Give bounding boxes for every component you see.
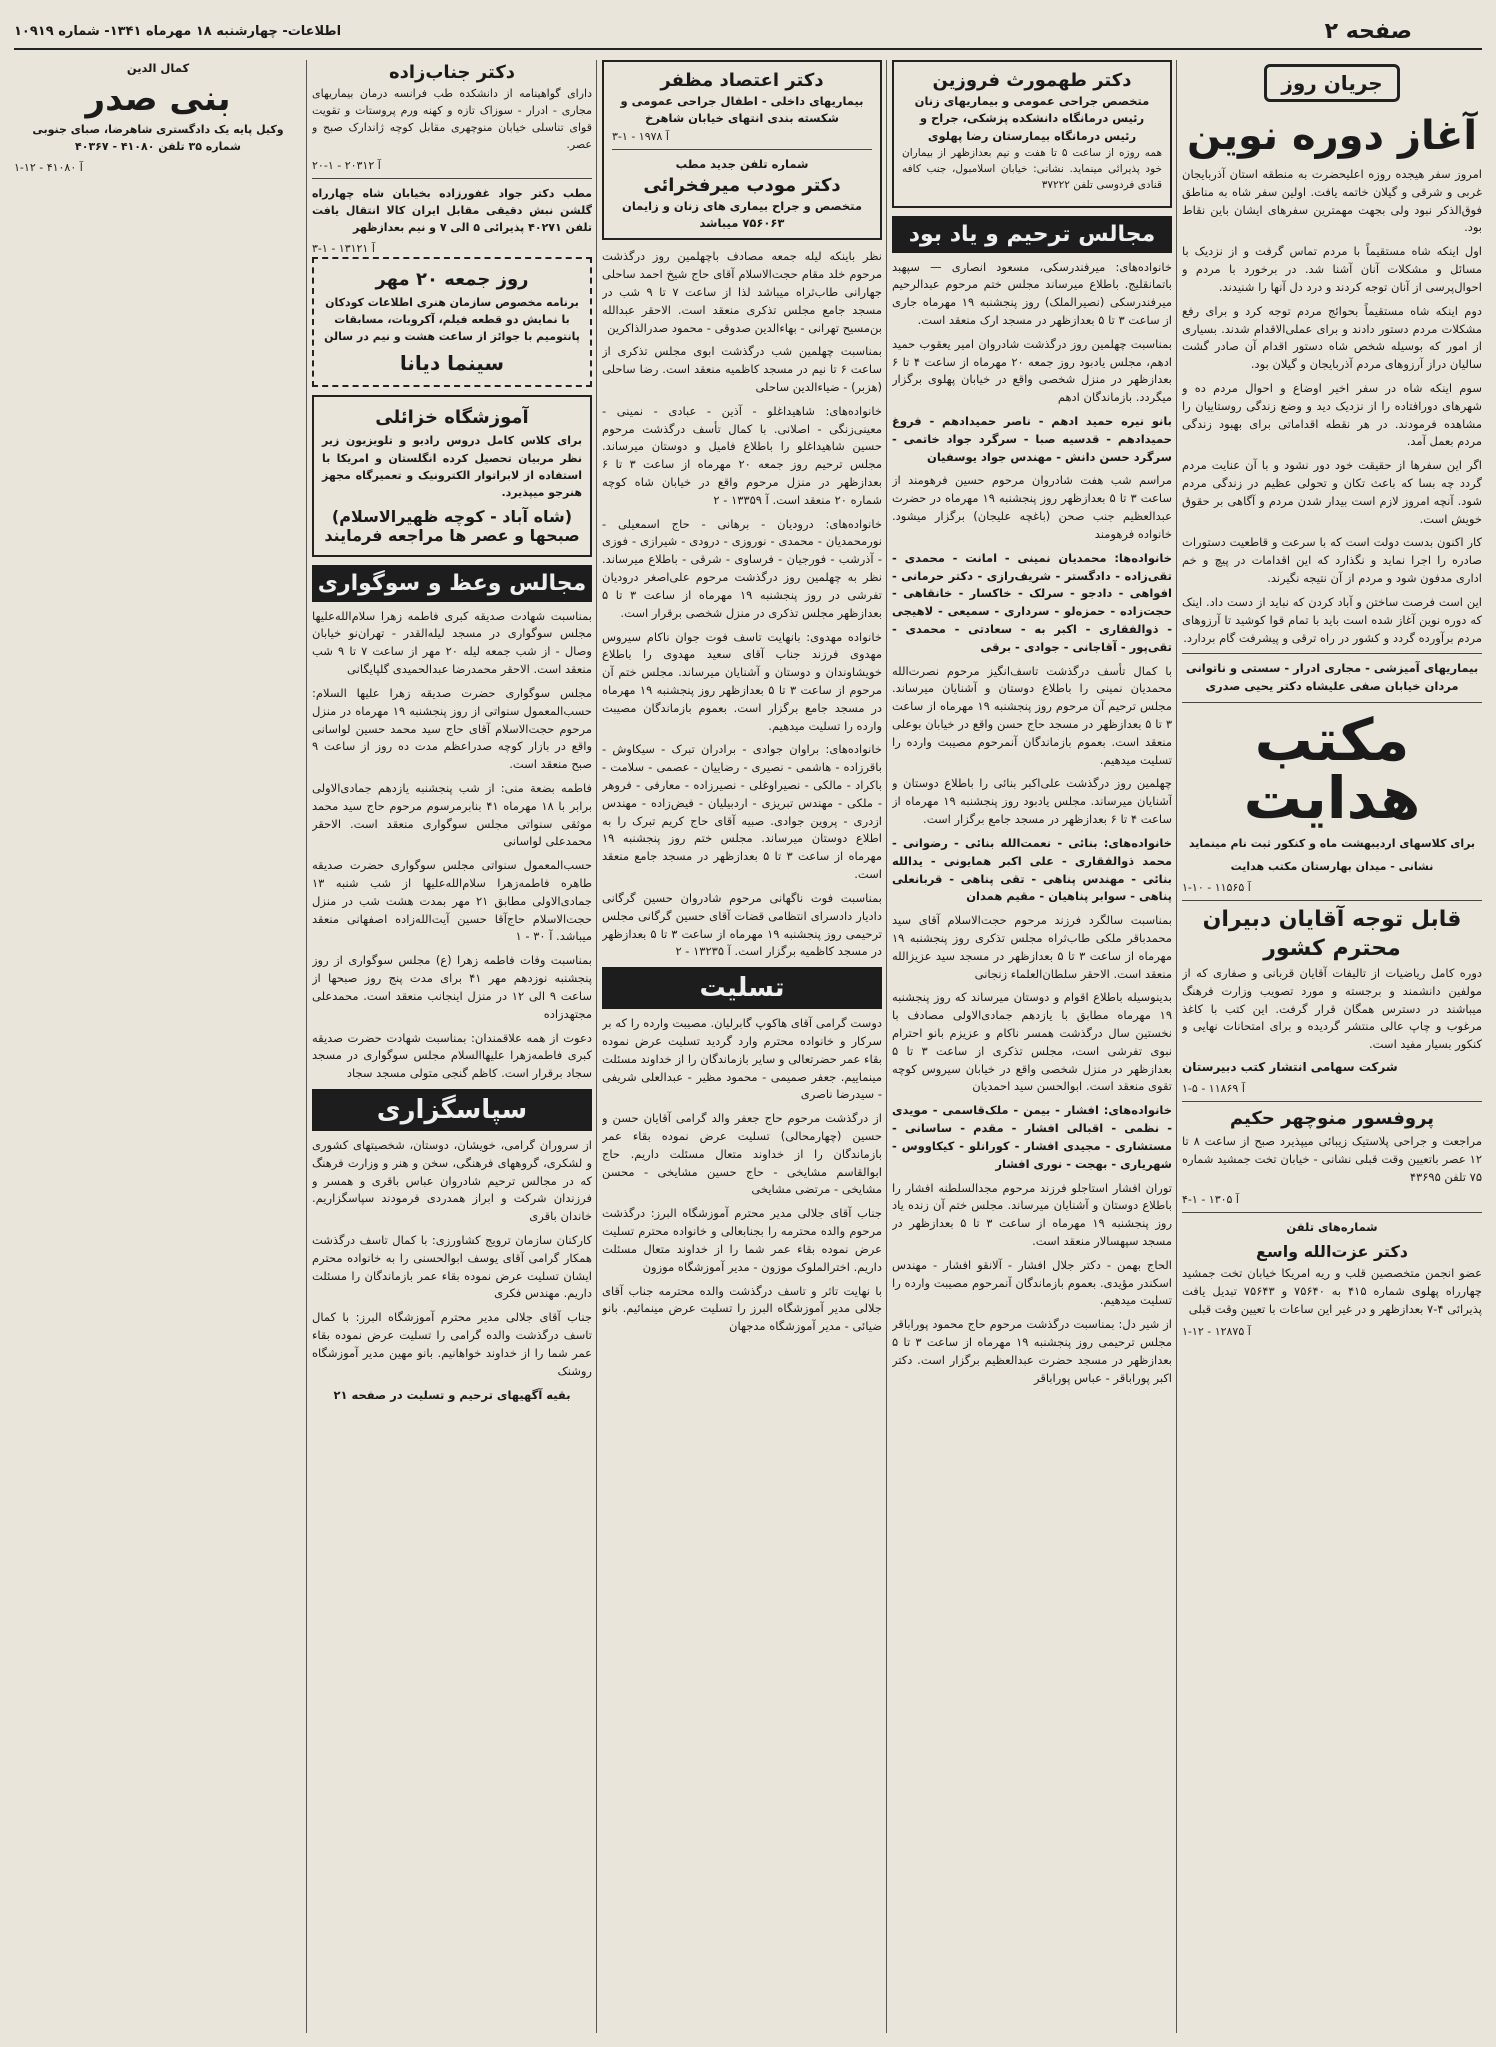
phones-title: شماره‌های تلفن — [1286, 1219, 1378, 1234]
notice: خانواده‌های: میرفندرسکی، مسعود انصاری — سپهبد باتمانقلیج. باطلاع میرساند مجلس ختم مرحوم عبدالرحیم میرفندرسکی (نصیرالملک) روز پنجشنبه ۱۹ مهرماه جاری از ساعت ۳ تا ۵ بعدازظهر در مسجد ارک منعقد است. — [892, 259, 1172, 327]
condolence: دوست گرامی آقای هاکوپ گابرلیان. مصیبت وارده را که بر سرکار و خانواده محترم وارد گردید تسلیت عرض نموده بقاء عمر حضرتعالی و سایر بازماندگان را از خداوند مسئلت مینماییم. جعفر صمیمی - محمود مظیر - عبدالعلی شریفی - سیدرضا ناصری — [602, 1016, 882, 1102]
editorial-headline: آغاز دوره نوین — [1186, 113, 1478, 159]
notice: توران افشار استاجلو فرزند مرحوم مجدالسلطنه افشار را باطلاع دوستان و آشنایان میرساند. مجلس ختم آن زنده یاد روز پنجشنبه ۱۹ مهرماه از ساعت ۳ تا ۵ بعدازظهر در مسجد سپهسالار منعقد است. — [892, 1180, 1172, 1248]
notice: بمناسبت فوت ناگهانی مرحوم شادروان حسین گرگانی دادیار دادسرای انتظامی قضات آقای حسین گرگانی مجلس ترحیمی روز پنجشنبه ۱۹ مهرماه از ساعت ۳ تا ۵ بعدازظهر در مسجد کاظمیه برگزار است. آ ۱۳۲۳۵ - ۲ — [602, 890, 882, 959]
doctor-body: دارای گواهینامه از دانشکده طب فرانسه درمان بیماریهای مجاری - ادرار - سوزاک تازه و کهنه ورم پروستات و تقویت قوای تناسلی خیابان منوچهری مقابل کوچه ژاندارک صبح و عصر. — [312, 87, 592, 152]
phones-body: عضو انجمن متخصصین قلب و ریه امریکا خیابان تخت جمشید چهارراه پهلوی شماره ۴۱۵ به ۷۵۶۴۰ و ۷۵۶۴۳ تبدیل یافت پذیرائی ۴-۷ بعدازظهر و در غیر این ساعات با تعیین وقت قبلی — [1182, 1266, 1482, 1316]
divider — [1182, 1101, 1482, 1102]
ad-code: آ ۱۹۷۸ - ۱-۳ — [612, 129, 669, 143]
divider — [1182, 1212, 1482, 1213]
school-address: (شاه آباد - کوچه ظهیرالاسلام) صبحها و عصر ها مراجعه فرمایند — [324, 506, 580, 545]
clinic-ad-line: بیماریهای آمیزشی - مجاری ادرار - سستی و ناتوانی مردان خیابان صفی علیشاه دکتر یحیی صدری — [1185, 661, 1479, 694]
notice: بمناسبت شهادت صدیقه کبری فاطمه زهرا سلام‌الله‌علیها مجلس سوگواری در مسجد لیله‌القدر - تهران‌نو خیابان وصال - از شب جمعه لیله ۲۰ مهر از ساعت ۷ تا ۹ شب منعقد است. الاحقر محمدرضا عبدالحمیدی گلپایگانی — [312, 608, 592, 677]
thanks-banner: سپاسگزاری — [312, 1089, 592, 1131]
maktab-line: نشانی - میدان بهارستان مکتب هدایت — [1230, 859, 1434, 873]
notice: حسب‌المعمول سنواتی مجلس سوگواری حضرت صدیقه طاهره فاطمه‌زهرا سلام‌الله‌علیها از شب شنبه ۱۳ جمادی‌الاولی مطابق ۲۱ مهر بمدت هشت شب در منزل حجت‌الاسلام حاج‌آقا حسین آیت‌الله‌زاده اصفهانی منعقد میباشد. آ ۳۰ - ۱ — [312, 858, 592, 944]
ad-code: آ ۱۳۰۵ - ۱-۴ — [1182, 1192, 1239, 1206]
column-memorials-a — [892, 60, 1172, 2033]
notice: نظر باینکه لیله جمعه مصادف باچهلمین روز درگذشت مرحوم خلد مقام حجت‌الاسلام آقای حاج شیخ احمد ساحلی جهارانی طاب‌ثراه میباشد لذا از ساعت ۷ تا ۹ شب در مسجد جامع مجلس تذکری منعقد است. الاحقر عبدالله بن‌مسیح تهرانی - بهاءالدین صدوقی - محمود صدرالذاکرین — [602, 249, 882, 335]
sermons-banner: مجالس وعظ و سوگواری — [312, 565, 592, 602]
teachers-sign: شرکت سهامی انتشار کتب دبیرستان — [1182, 1060, 1398, 1075]
page-header — [14, 14, 1482, 50]
maktab-title: مکتب هدایت — [1243, 705, 1421, 832]
prof-title: پروفسور منوچهر حکیم — [1229, 1108, 1435, 1130]
ad-code: آ ۲۰۳۱۲ - ۱-۲۰ — [312, 159, 381, 173]
notice: مجلس سوگواری حضرت صدیقه زهرا علیها السلام: حسب‌المعمول سنواتی از روز پنجشنبه ۱۹ مهرماه در منزل مرحوم حجت‌الاسلام آقای حاج سید محمد حسین لواسانی واقع در بازار کوچه صدراعظم مدت ده روز از ساعت ۹ صبح منعقد است. — [312, 685, 592, 772]
section-badge: جریان روز — [1264, 64, 1399, 102]
doctor-ad — [892, 60, 1172, 208]
phones-name: دکتر عزت‌الله واسع — [1256, 1242, 1408, 1262]
doctor2-title: دکتر مودب میرفخرائی — [643, 174, 841, 196]
divider — [1182, 900, 1482, 901]
notice: چهلمین روز درگذشت علی‌اکبر بنائی را باطلاع دوستان و آشنایان میرساند. مجلس یادبود روز پنجشنبه ۱۹ مهرماه از ساعت ۴ تا ۶ بعدازظهر در مسجد جامع برگزار است. — [892, 776, 1172, 827]
notice: دعوت از همه علاقمندان: بمناسبت شهادت حضرت صدیقه کبری فاطمه‌زهرا علیهاالسلام مجلس سوگواری در مسجد سجاد برقرار است. کاظم گنجی متولی مسجد سجاد — [312, 1030, 592, 1081]
divider — [1182, 653, 1482, 654]
column-sermons — [312, 60, 592, 2033]
notice: خانواده‌های: بنائی - نعمت‌الله بنائی - رضوانی - محمد ذوالفقاری - علی اکبر همایونی - یدالله بنائی - مهندس پناهی - تقی پناهی - قربانعلی پناهی - سوابر پناهیان - مقیم همدان — [892, 835, 1172, 904]
notice: مراسم شب هفت شادروان مرحوم حسین فرهومند از ساعت ۳ تا ۵ بعدازظهر روز پنجشنبه ۱۹ مهرماه در حضرت عبدالعظیم جنب صحن (باغچه علیجان) برگزار میشود. خانواده فرهومند — [892, 473, 1172, 541]
ad-code: آ ۱۱۵۶۵ - ۱۰-۱ — [1182, 881, 1251, 895]
friday-venue: سینما دیانا — [399, 351, 505, 376]
doctor-title: دکتر جناب‌زاده — [388, 62, 516, 83]
notice: خانواده‌های: براوان جوادی - برادران تبرک - سیکاوش - باقرزاده - هاشمی - نصیری - رضاییان - عصمی - سلامت - باکراد - مالکی - نصیراوغلی - نصیرزاده - معارفی - فروهر - ملکی - مهندس تبریزی - اردبیلیان - فیض‌زاده - مهندس ازدری - پروین جوادی. صبیه آقای حاج کریم تبرک را به اطلاع دوستان میرساند. مجلس ختم روز پنجشنبه ۱۹ مهرماه از ساعت ۳ تا ۵ بعدازظهر در مسجد جامع منعقد است. — [602, 742, 882, 882]
ad-code: آ ۱۱۸۶۹ - ۵-۱ — [1182, 1082, 1245, 1096]
editorial-paragraph: این است فرصت ساختن و آباد کردن که نباید از دست داد. اینک که دوره نوین آغاز شده است باید با تمام قوا کوشید تا آرزوهای مردم برآورده گردد و کشور در راه ترقی و پیشرفت گام بردارد. — [1182, 594, 1482, 645]
notice: بمناسبت چهلمین شب درگذشت ابوی مجلس تذکری از ساعت ۶ تا نیم در مسجد کاظمیه منعقد است. رضا ساحلی (هزبر) - ضیاءالدین ساحلی — [602, 344, 882, 394]
doctor-spec: بیماریهای داخلی - اطفال جراحی عمومی و شکسته بندی انتهای خیابان شاهرخ — [620, 94, 864, 126]
column-rule — [1176, 60, 1177, 2033]
condolence-banner: تسلیت — [602, 967, 882, 1009]
column-rule — [886, 60, 887, 2033]
teachers-body: دوره کامل ریاضیات از تالیفات آقایان قربانی و صفاری که از مولفین دانشمند و برجسته و مورد تصویب وزارت فرهنگ میباشند در دسترس همگان قرار گرفت. این کتب با کاغذ مرغوب و چاپ عالی منتشر گردیده و برای امتحانات نهایی و کنکور بسیار مفید است. — [1182, 966, 1482, 1052]
editorial-paragraph: اگر این سفرها از حقیقت خود دور نشود و با آن عنایت مردم گردد چه بسا که باعث تکان و تحولی عظیم در زندگی مردم شود. آنچه امروز لازم است بیدار شدن مردم و آگاهی بر حقوق خویش است. — [1182, 458, 1482, 526]
divider — [312, 178, 592, 179]
doctor2-intro: شماره تلفن جدید مطب — [675, 156, 809, 171]
memorials-banner: مجالس ترحیم و یاد بود — [892, 216, 1172, 253]
school-body: برای کلاس کامل دروس رادیو و تلویزیون زیر نظر مربیان تحصیل کرده انگلستان و امریکا با استفاده از لابراتوار الکترونیک و تعمیرگاه مجهز هنرجو میپذیرد. — [322, 434, 582, 499]
doctor-title: دکتر اعتصاد مظفر — [660, 70, 824, 91]
maktab-line: برای کلاسهای اردیبهشت ماه و کنکور ثبت نام مینماید — [1188, 836, 1476, 850]
editorial-paragraph: دوم اینکه شاه مستقیماً بحوائج مردم توجه کرد و برای رفع مشکلات مردم دستور دادند و برای عملی‌الاقدام شدند. بسیاری از امور که بوسیله شخص شاه دستور اقدام آن صادر گشت سالیان دراز آرزوهای مردم آذربایجان و گیلان بود. — [1182, 303, 1482, 372]
office-note: مطب دکتر جواد غفورزاده بخیابان شاه چهارراه گلشن نبش دقیقی مقابل ایران کالا انتقال یافت تلفن ۴۰۲۷۱ پذیرائی ۵ الی ۷ و نیم بعدازظهر — [312, 187, 592, 235]
school-title: آموزشگاه خزائلی — [375, 407, 529, 429]
masthead-meta: اطلاعات- چهارشنبه ۱۸ مهرماه ۱۳۴۱- شماره ۱۰۹۱۹ — [14, 23, 342, 39]
doctor-ad — [602, 60, 882, 240]
notice: خانواده‌های: افشار - بیمن - ملک‌قاسمی - مویدی - نظمی - اقبالی افشار - مقدم - ساسانی - مستشاری - مجیدی افشار - کورانلو - کیکاووس - شهریاری - بهجت - نوری افشار — [892, 1103, 1172, 1171]
divider — [612, 149, 872, 150]
condolence: از درگذشت مرحوم حاج جعفر والد گرامی آقایان حسن و حسین (چهارمحالی) تسلیت عرض نموده بقاء عمر بازماندگان را از خداوند متعال مسئلت داریم. حاج ابوالقاسم مشایخی - حاج حسین مشایخی - محسن مشایخی - مرتضی مشایخی — [602, 1111, 882, 1197]
lawyer-body: وکیل پایه یک دادگستری شاهرضا، صبای جنوبی شماره ۳۵ تلفن ۴۱۰۸۰ - ۴۰۳۶۷ — [32, 123, 284, 154]
newspaper-page — [14, 14, 1482, 2033]
friday-body: برنامه مخصوص سازمان هنری اطلاعات کودکان با نمایش دو قطعه فیلم، آکروبات، مسابقات پانتومیم با جوائز از ساعت هشت و نیم در سالن — [324, 296, 580, 344]
column-editorial — [1182, 60, 1482, 2033]
editorial-paragraph: اول اینکه شاه مستقیماً با مردم تماس گرفت و از نزدیک با مسائل و مشکلات آنان آشنا شد. در برخورد با مردم و احوال‌پرسی از آنان توجه کردند و درد دل آنها را شنیدند. — [1182, 244, 1482, 294]
doctor-title: دکتر طهمورث فروزین — [932, 70, 1132, 91]
friday-program-box — [312, 257, 592, 387]
notice: خانواده‌ها: محمدیان نمینی - امانت - محمدی - تقی‌زاده - دادگستر - شریف‌رازی - دکتر حرمانی - افواهی - دادجو - سرلک - خاکسار - خانقاهی - حجت‌زاده - حمزه‌لو - سرداری - سمیعی - لاهیجی - ذوالفقاری - اکبر به - سعادتی - محمدی - تقی‌پور - آقاجانی - جوادی - برقی — [892, 550, 1172, 654]
column-lawyer — [14, 60, 302, 2033]
teachers-subtitle: محترم کشور — [1263, 936, 1401, 962]
continued-note: بقیه آگهیهای ترحیم و تسلیت در صفحه ۲۱ — [333, 1387, 571, 1402]
notice: فاطمه بضعة منی: از شب پنجشنبه یازدهم جمادی‌الاولی برابر با ۱۸ مهرماه ۴۱ بنابرمرسوم مرحوم حاج سید محمد موثقی سنواتی مجلس سوگواری منعقد است. الاحقر محمدعلی لواسانی — [312, 780, 592, 849]
notice: بمناسبت وفات فاطمه زهرا (ع) مجلس سوگواری از روز پنجشنبه نوزدهم مهر ۴۱ برای مدت پنج روز صبحها از ساعت ۹ الی ۱۲ در منزل اینجانب منعقد است. محمدعلی مجتهدزاده — [312, 953, 592, 1021]
notice: بمناسبت سالگرد فرزند مرحوم حجت‌الاسلام آقای سید محمدباقر ملکی طاب‌ثراه مجلس تذکری روز پنجشنبه ۱۹ مهرماه از ساعت ۳ تا ۵ بعدازظهر در مسجد سید عزیزالله منعقد است. الاحقر سلطان‌العلماء زنجانی — [892, 913, 1172, 981]
notice: از شیر دل: بمناسبت درگذشت مرحوم حاج محمود پوراباقر مجلس ترحیمی روز پنجشنبه ۱۹ مهرماه از ساعت ۳ تا ۵ بعدازظهر در مسجد حضرت عبدالعظیم برگزار است. دکتر اکبر پوراباقر - عباس پوراباقر — [892, 1317, 1172, 1385]
notice: خانواده‌های: درودیان - برهانی - حاج اسمعیلی - نورمحمدیان - محمدی - نوروزی - درودی - شیرازی - فوزی - آذرشب - فورجیان - فرساوی - شرقی - باطلاع میرساند. نظر به چهلمین روز درگذشت مرحوم علی‌اصغر درودیان تفرشی در روز پنجشنبه ۱۹ مهرماه از ساعت ۳ تا ۵ بعدازظهر مجلس تذکری در منزل شخصی برقرار است. — [602, 516, 882, 620]
notice: بانو نیره حمید ادهم - ناصر حمیدادهم - فروغ حمیدادهم - قدسیه صبا - سرگرد جواد خاتمی - سرگرد حسن دانش - مهندس جواد یوسفیان — [892, 414, 1172, 464]
teachers-title: قابل توجه آقایان دبیران — [1202, 907, 1462, 933]
ad-code: آ ۴۱۰۸۰ - ۱۲-۱ — [14, 161, 83, 175]
ad-code: آ ۱۳۱۲۱ - ۱-۳ — [312, 242, 375, 256]
condolence: با نهایت تاثر و تاسف درگذشت والده محترمه جناب آقای جلالی مدیر آموزشگاه البرز را تسلیت عرض مینمائیم. بانو ضیائی - مدیر آموزشگاه مدجهان — [602, 1283, 882, 1334]
thanks-notice: جناب آقای جلالی مدیر محترم آموزشگاه البرز: با کمال تاسف درگذشت والده گرامی را تسلیت عرض نموده بقاء عمر شما را از خداوند خواهانیم. بانو مهین مدیر آموزشگاه روشنک — [312, 1310, 592, 1378]
friday-title: روز جمعه ۲۰ مهر — [375, 269, 529, 291]
lawyer-title: کمال الدین — [126, 61, 190, 75]
condolence: جناب آقای جلالی مدیر محترم آموزشگاه البرز: درگذشت مرحوم والده محترمه را بجنابعالی و خانواده محترم تسلیت عرض نموده بقاء عمر شما را از خداوند متعال مسئلت داریم. اخترالملوک موزون - مدیر آموزشگاه موزون — [602, 1206, 882, 1274]
divider — [1182, 702, 1482, 703]
column-rule — [596, 60, 597, 2033]
column-rule — [306, 60, 307, 2033]
school-box — [312, 395, 592, 556]
thanks-notice: کارکنان سازمان ترویج کشاورزی: با کمال تاسف درگذشت همکار گرامی آقای یوسف ابوالحسنی را به خانواده محترم ایشان تسلیت عرض نموده بقاء عمر بازماندگان را مسئلت داریم. مهندس فکری — [312, 1233, 592, 1301]
notice: بدینوسیله باطلاع اقوام و دوستان میرساند که روز پنجشنبه ۱۹ مهرماه مطابق با یازدهم جمادی‌الاولی مصادف با نخستین سال درگذشت همسر ناکام و عزیزم بانو احترام نبوی تفرشی است، مجلس تذکری از ساعت ۳ تا ۵ بعدازظهر در منزل شخصی واقع در خیابان سیروس کوچه تقوی منعقد است. ابوالحسن سید احمدیان — [892, 990, 1172, 1094]
doctor-body: همه روزه از ساعت ۵ تا هفت و نیم بعدازظهر از بیماران خود پذیرائی مینماید. نشانی: خیابان اسلامبول، جنب کافه قنادی فردوسی تلفن ۳۷۲۲۲ — [902, 146, 1162, 192]
page-number: صفحه ۲ — [1324, 18, 1412, 44]
lawyer-name: بنی صدر — [85, 79, 231, 120]
editorial-paragraph: کار اکنون بدست دولت است که با سرعت و قاطعیت دستورات صادره را اجرا نماید و نگذارد که این اقدامات در پیچ و خم اداری مدفون شود و مردم از آن نتیجه نگیرند. — [1182, 535, 1482, 586]
thanks-notice: از سروران گرامی، خویشان، دوستان، شخصیتهای کشوری و لشکری، گروههای فرهنگی، سخن و هنر و وزارت فرهنگ که در مجالس ترحیم شادروان عباس باقری و همسر و فرزندان شرکت و ابراز همدردی فرمودند سپاسگزاریم. خاندان باقری — [312, 1137, 592, 1224]
doctor-spec: متخصص جراحی عمومی و بیماریهای زنان رئیس درمانگاه دانشکده پزشکی، جراح و رئیس درمانگاه بیمارستان رضا پهلوی — [914, 94, 1150, 143]
notice: خانواده مهدوی: بانهایت تاسف فوت جوان ناکام سیروس مهدوی فرزند جناب آقای سعید مهدوی را باطلاع خویشاوندان و دوستان و آشنایان میرساند. مجلس ختم آن مرحوم از ساعت ۳ تا ۵ بعدازظهر روز پنجشنبه ۱۹ مهرماه در مسجد جامع برگزار است. بعموم بازماندگان مصیبت وارده را تسلیت میدهیم. — [602, 629, 882, 733]
column-memorials-b — [602, 60, 882, 2033]
editorial-paragraph: سوم اینکه شاه در سفر اخیر اوضاع و احوال مردم ده و شهرهای دورافتاده را از نزدیک دید و وضع زندگی روستاییان را مشاهده فرمودند. در هر نقطه اقداماتی برای بهبود زندگی مردم بعمل آمد. — [1182, 380, 1482, 449]
ad-code: آ ۱۲۸۷۵ - ۱۲-۱ — [1182, 1324, 1251, 1338]
doctor2-spec: متخصص و جراح بیماری های زنان و زایمان ۷۵۶۰۶۳ میباشد — [622, 198, 862, 230]
notice: با کمال تأسف درگذشت تاسف‌انگیز مرحوم نصرت‌الله محمدیان نمینی را باطلاع دوستان و آشنایان میرساند. مجلس ترحیم آن مرحوم روز پنجشنبه ۱۹ مهرماه از ساعت ۳ تا ۵ بعدازظهر در مسجد حاج حسن واقع در خیابان بوعلی منعقد است. بعموم بازماندگان آنمرحوم مصیبت وارده را تسلیت میدهیم. — [892, 663, 1172, 767]
notice: خانواده‌های: شاهیداغلو - آذین - عبادی - نمینی - معینی‌زنگی - اصلانی. با کمال تأسف درگذشت مرحوم حسین شاهیداغلو را باطلاع فامیل و دوستان میرساند. مجلس ترحیم روز جمعه ۲۰ مهرماه از ساعت ۳ تا ۶ بعدازظهر در منزل مرحوم واقع در خیابان شاه کوچه شماره ۲۰ منعقد است. آ ۱۳۳۵۹ - ۲ — [602, 403, 882, 507]
prof-body: مراجعت و جراحی پلاستیک زیبائی میپذیرد صبح از ساعت ۸ تا ۱۲ عصر باتعیین وقت قبلی نشانی - خیابان تخت جمشید شماره ۷۵ تلفن ۴۳۶۹۵ — [1182, 1134, 1482, 1184]
notice: الحاج بهمن - دکتر جلال افشار - آلانقو افشار - مهندس اسکندر مؤیدی. بعموم بازماندگان آنمرحوم مصیبت وارده را تسلیت میدهیم. — [892, 1257, 1172, 1308]
notice: بمناسبت چهلمین روز درگذشت شادروان امیر یعقوب حمید ادهم، مجلس یادبود روز جمعه ۲۰ مهرماه از ساعت ۴ تا ۶ بعدازظهر در منزل شخصی واقع در خیابان پهلوی برگزار میگردد. بازماندگان ادهم — [892, 336, 1172, 405]
editorial-paragraph: امروز سفر هیجده روزه اعلیحضرت به منطقه استان آذربایجان غربی و شرقی و گیلان خاتمه یافت. اولین سفر شاه به مناطق فوق‌الذکر نبود ولی بجهت مهمترین سفرهای ایشان باین نقاط بود. — [1182, 167, 1482, 235]
